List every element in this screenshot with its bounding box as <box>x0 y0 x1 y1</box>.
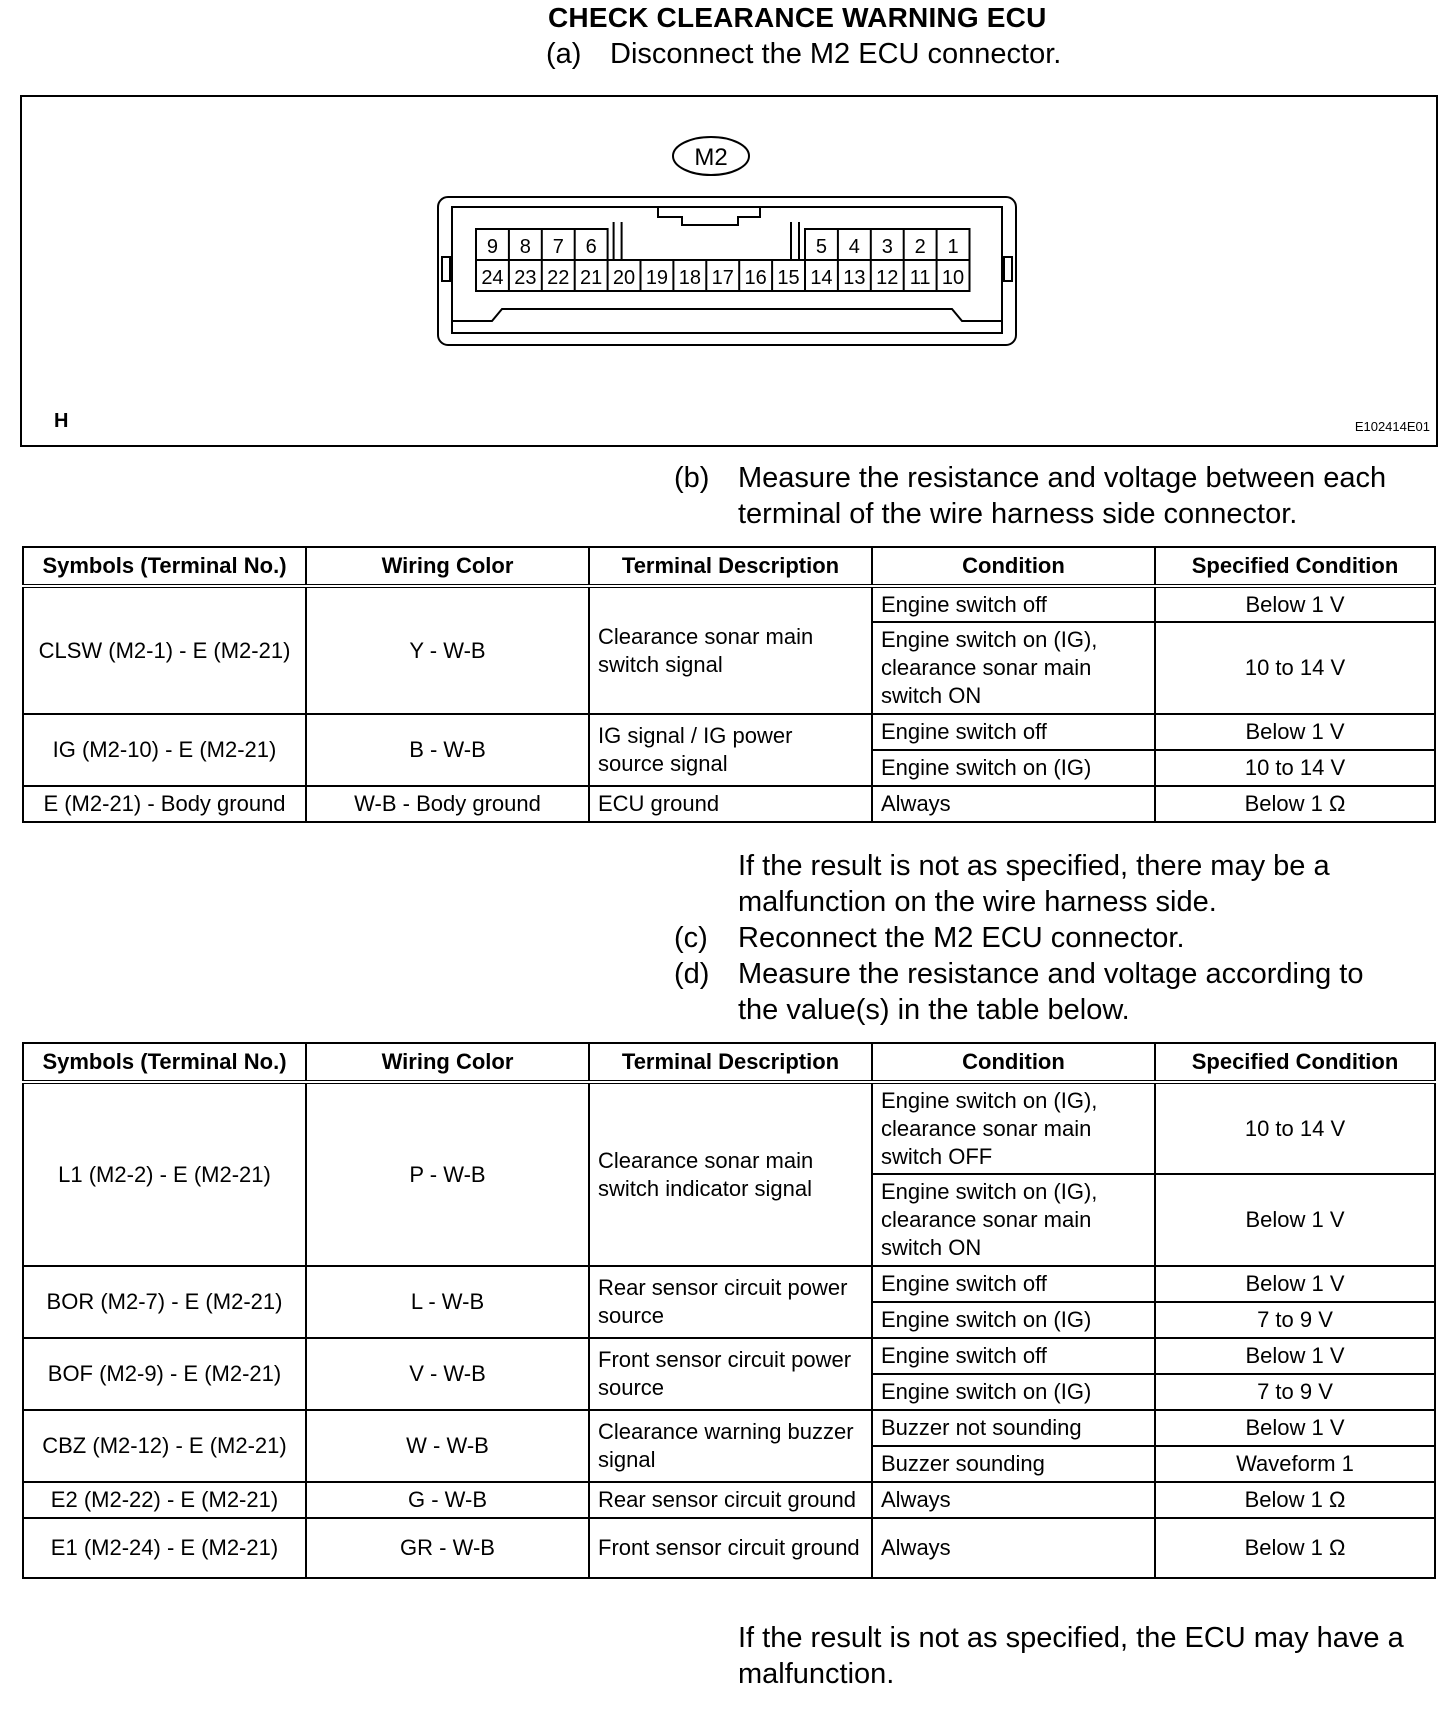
terminal-description: ECU ground <box>589 786 872 822</box>
condition: Always <box>872 786 1155 822</box>
step-b-line2: terminal of the wire harness side connector. <box>738 498 1298 530</box>
result-note-2-line2: malfunction. <box>738 1658 895 1690</box>
step-d-line1: Measure the resistance and voltage according to <box>738 958 1364 990</box>
condition: Buzzer sounding <box>872 1446 1155 1482</box>
table-row <box>23 1482 1435 1518</box>
connector-latch <box>658 207 760 225</box>
specified-condition: Below 1 V <box>1155 1266 1435 1302</box>
terminal-description: Clearance sonar main switch signal <box>589 586 872 714</box>
condition: Buzzer not sounding <box>872 1410 1155 1446</box>
pin-number: 9 <box>486 236 499 258</box>
terminal-symbol: L1 (M2-2) - E (M2-21) <box>23 1082 306 1266</box>
specified-condition: Below 1 Ω <box>1155 1518 1435 1578</box>
wiring-color: L - W-B <box>306 1266 589 1338</box>
condition: Engine switch on (IG) <box>872 1374 1155 1410</box>
wiring-color: P - W-B <box>306 1082 589 1266</box>
step-b-line1: Measure the resistance and voltage between each <box>738 462 1387 494</box>
table-row <box>23 714 1435 750</box>
condition: Engine switch off <box>872 586 1155 622</box>
connector-side-tab <box>1004 257 1012 281</box>
wiring-color: W - W-B <box>306 1410 589 1482</box>
specified-condition: Below 1 V <box>1155 1338 1435 1374</box>
pin-number: 21 <box>580 267 603 289</box>
terminal-description: Rear sensor circuit power source <box>589 1266 872 1338</box>
pin-number: 6 <box>585 236 597 258</box>
connector-label: M2 <box>694 144 728 171</box>
column-header: Condition <box>872 547 1155 586</box>
condition: Engine switch off <box>872 1266 1155 1302</box>
wiring-color: Y - W-B <box>306 586 589 714</box>
pin-number: 7 <box>552 236 564 258</box>
pin-number: 19 <box>645 267 669 289</box>
pin-number: 17 <box>711 267 734 289</box>
specified-condition: 10 to 14 V <box>1155 1082 1435 1174</box>
specified-condition: Below 1 V <box>1155 1410 1435 1446</box>
page-title: CHECK CLEARANCE WARNING ECU <box>548 2 1047 33</box>
terminal-symbol: BOR (M2-7) - E (M2-21) <box>23 1266 306 1338</box>
table-row <box>23 586 1435 622</box>
pin-number: 24 <box>481 267 504 289</box>
condition: Engine switch on (IG), clearance sonar main switch ON <box>872 1174 1155 1266</box>
connector-diagram <box>20 95 1438 447</box>
pin-number: 16 <box>744 267 767 289</box>
terminal-description: Clearance sonar main switch indicator signal <box>589 1082 872 1266</box>
terminal-symbol: CLSW (M2-1) - E (M2-21) <box>23 586 306 714</box>
ecu-side-table <box>22 1042 1436 1579</box>
terminal-description: Clearance warning buzzer signal <box>589 1410 872 1482</box>
condition: Always <box>872 1482 1155 1518</box>
table-row <box>23 1266 1435 1302</box>
pin-number: 12 <box>876 267 899 289</box>
specified-condition: Below 1 V <box>1155 586 1435 622</box>
specified-condition: Below 1 Ω <box>1155 786 1435 822</box>
terminal-symbol: E1 (M2-24) - E (M2-21) <box>23 1518 306 1578</box>
terminal-description: Front sensor circuit power source <box>589 1338 872 1410</box>
pin-number: 22 <box>547 267 570 289</box>
connector-drawing <box>22 97 1436 445</box>
pin-number: 1 <box>947 236 959 258</box>
condition: Always <box>872 1518 1155 1578</box>
condition: Engine switch off <box>872 714 1155 750</box>
table-row <box>23 1338 1435 1374</box>
table-header-row <box>23 1043 1435 1082</box>
wiring-color: G - W-B <box>306 1482 589 1518</box>
specified-condition: 7 to 9 V <box>1155 1374 1435 1410</box>
column-header: Specified Condition <box>1155 1043 1435 1082</box>
result-note-2-line1: If the result is not as specified, the ECU may have a <box>738 1622 1404 1654</box>
terminal-description: Rear sensor circuit ground <box>589 1482 872 1518</box>
column-header: Symbols (Terminal No.) <box>23 1043 306 1082</box>
step-c-text: Reconnect the M2 ECU connector. <box>738 922 1185 954</box>
step-a-label: (a) <box>546 38 582 70</box>
pin-number: 10 <box>941 267 965 289</box>
step-a-text: Disconnect the M2 ECU connector. <box>610 38 1062 70</box>
condition: Engine switch off <box>872 1338 1155 1374</box>
condition: Engine switch on (IG) <box>872 1302 1155 1338</box>
step-b-label: (b) <box>674 462 710 494</box>
diagram-corner-label: H <box>54 410 69 432</box>
pin-number: 8 <box>519 236 531 258</box>
column-header: Terminal Description <box>589 547 872 586</box>
terminal-symbol: E (M2-21) - Body ground <box>23 786 306 822</box>
pin-number: 11 <box>909 267 931 289</box>
column-header: Specified Condition <box>1155 547 1435 586</box>
specified-condition: Below 1 Ω <box>1155 1482 1435 1518</box>
pin-number: 2 <box>914 236 926 258</box>
terminal-symbol: E2 (M2-22) - E (M2-21) <box>23 1482 306 1518</box>
column-header: Terminal Description <box>589 1043 872 1082</box>
specified-condition: 10 to 14 V <box>1155 622 1435 714</box>
connector-lip <box>452 309 1002 321</box>
connector-key-post <box>614 222 622 260</box>
pin-number: 3 <box>881 236 893 258</box>
condition: Engine switch on (IG) <box>872 750 1155 786</box>
wiring-color: B - W-B <box>306 714 589 786</box>
table-header-row <box>23 547 1435 586</box>
pin-number: 23 <box>514 267 537 289</box>
connector-key-post <box>791 222 799 260</box>
terminal-symbol: CBZ (M2-12) - E (M2-21) <box>23 1410 306 1482</box>
table-row <box>23 1410 1435 1446</box>
result-note-1-line1: If the result is not as specified, there may be a <box>738 850 1330 882</box>
specified-condition: 7 to 9 V <box>1155 1302 1435 1338</box>
column-header: Condition <box>872 1043 1155 1082</box>
harness-side-table <box>22 546 1436 823</box>
wiring-color: V - W-B <box>306 1338 589 1410</box>
terminal-symbol: IG (M2-10) - E (M2-21) <box>23 714 306 786</box>
pin-number: 5 <box>815 236 828 258</box>
step-c-label: (c) <box>674 922 708 954</box>
column-header: Symbols (Terminal No.) <box>23 547 306 586</box>
condition: Engine switch on (IG), clearance sonar main switch OFF <box>872 1082 1155 1174</box>
table-row <box>23 786 1435 822</box>
wiring-color: W-B - Body ground <box>306 786 589 822</box>
step-d-line2: the value(s) in the table below. <box>738 994 1130 1026</box>
specified-condition: 10 to 14 V <box>1155 750 1435 786</box>
table-row <box>23 1082 1435 1174</box>
pin-number: 15 <box>777 267 800 289</box>
table-row <box>23 1518 1435 1578</box>
pin-number: 13 <box>843 267 866 289</box>
pin-number: 18 <box>678 267 701 289</box>
pin-number: 14 <box>810 267 833 289</box>
terminal-symbol: BOF (M2-9) - E (M2-21) <box>23 1338 306 1410</box>
wiring-color: GR - W-B <box>306 1518 589 1578</box>
pin-number: 4 <box>848 236 860 258</box>
pin-number: 20 <box>612 267 636 289</box>
specified-condition: Below 1 V <box>1155 714 1435 750</box>
connector-side-tab <box>442 257 450 281</box>
column-header: Wiring Color <box>306 547 589 586</box>
condition: Engine switch on (IG), clearance sonar main switch ON <box>872 622 1155 714</box>
specified-condition: Below 1 V <box>1155 1174 1435 1266</box>
result-note-1-line2: malfunction on the wire harness side. <box>738 886 1217 918</box>
terminal-description: Front sensor circuit ground <box>589 1518 872 1578</box>
terminal-description: IG signal / IG power source signal <box>589 714 872 786</box>
specified-condition: Waveform 1 <box>1155 1446 1435 1482</box>
step-d-label: (d) <box>674 958 710 990</box>
column-header: Wiring Color <box>306 1043 589 1082</box>
figure-code: E102414E01 <box>1354 419 1430 434</box>
